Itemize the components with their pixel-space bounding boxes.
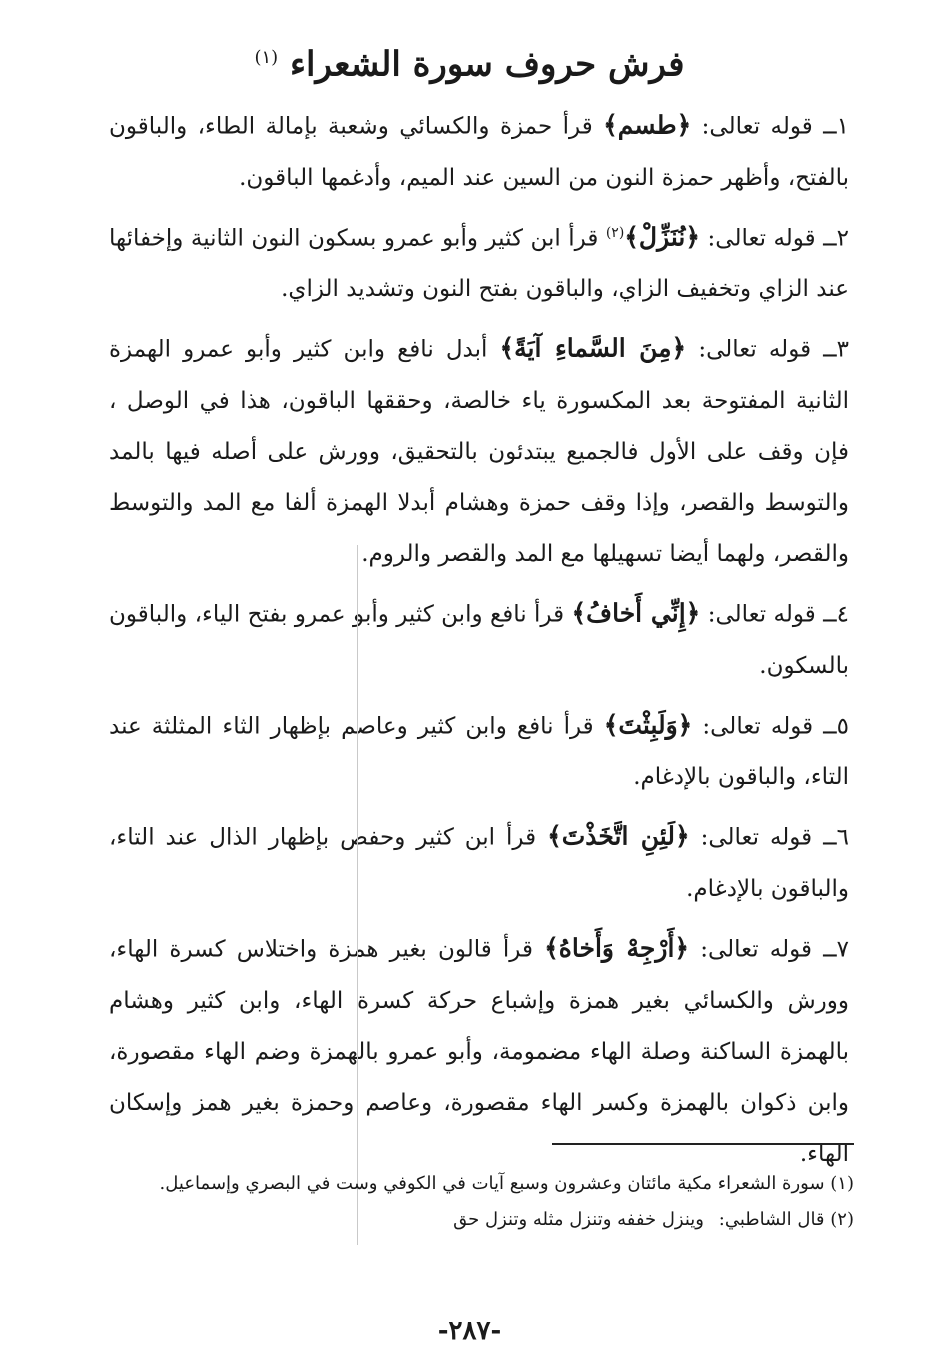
paragraph-lead: ٤ــ قوله تعالى: xyxy=(700,601,849,628)
paragraph-7 xyxy=(109,919,849,1180)
paragraph-lead: ٦ــ قوله تعالى: xyxy=(689,824,849,851)
paragraph-6 xyxy=(109,807,849,915)
footnote-2-label: (٢) قال الشاطبي: xyxy=(718,1209,854,1230)
paragraph-rest: قرأ حمزة والكسائي وشعبة بإمالة الطاء، والباقون بالفتح، وأظهر حمزة النون من السين عند الميم، وأدغمها الباقون. xyxy=(109,113,849,191)
footnote-1: (١) سورة الشعراء مكية مائتان وعشرون وسبع آيات في الكوفي وست في البصري وإسماعيل. xyxy=(159,1173,854,1194)
quran-word: ﴿طسم﴾ xyxy=(603,110,692,140)
paragraph-1 xyxy=(109,96,849,204)
page-title xyxy=(0,30,939,92)
paragraph-rest: قرأ ابن كثير وحفص بإظهار الذال عند التاء، والباقون بالإدغام. xyxy=(109,824,849,902)
quran-word: ﴿وَلَبِثْتَ﴾ xyxy=(603,710,693,740)
paragraph-lead: ١ــ قوله تعالى: xyxy=(691,113,849,140)
title-footnote-ref: (١) xyxy=(254,47,279,68)
quran-word: ﴿نُنَزِّلْ﴾ xyxy=(624,222,701,252)
quran-word: ﴿مِنَ السَّماءِ آيَةً﴾ xyxy=(499,333,687,363)
footnotes xyxy=(104,1166,854,1238)
page-number: -٢٨٧- xyxy=(437,1316,502,1346)
paragraph-lead: ٣ــ قوله تعالى: xyxy=(686,336,850,363)
main-text xyxy=(109,96,849,1184)
paragraph-4 xyxy=(109,584,849,692)
paragraph-rest: قرأ نافع وابن كثير وأبو عمرو بفتح الياء، والباقون بالسكون. xyxy=(109,601,849,679)
paragraph-rest: قرأ ابن كثير وأبو عمرو بسكون النون الثانية وإخفائها عند الزاي وتخفيف الزاي، والباقون بفتح النون وتشديد الزاي. xyxy=(109,225,849,303)
footnote-2-verse: وينزل خففه وتنزل مثله وتنزل حق xyxy=(453,1209,704,1230)
paragraph-lead: ٥ــ قوله تعالى: xyxy=(692,713,849,740)
paragraph-rest: قرأ نافع وابن كثير وعاصم بإظهار الثاء المثلثة عند التاء، والباقون بالإدغام. xyxy=(109,713,849,791)
quran-word: ﴿لَئِنِ اتَّخَذْتَ﴾ xyxy=(547,821,690,851)
quran-word: ﴿إِنِّي أَخافُ﴾ xyxy=(571,598,701,628)
paragraph-2 xyxy=(109,208,849,316)
footnote-ref: (٢) xyxy=(605,224,625,241)
paragraph-5 xyxy=(109,696,849,804)
quran-word: ﴿أَرْجِهْ وَأَخاهُ﴾ xyxy=(544,933,690,963)
paragraph-rest: أبدل نافع وابن كثير وأبو عمرو الهمزة الثانية المفتوحة بعد المكسورة ياء خالصة، وحققها الباقون، هذا في الوصل ، فإن وقف على الأول فالجميع يبتدئون بالتحقيق، وورش على أصله فيها بالمد والتوسط والقصر، وإذا وقف حمزة وهشام أبدلا الهمزة ألفا مع المد والتوسط والقصر، ولهما أيضا تسهيلها مع المد والقصر والروم. xyxy=(109,336,849,567)
page-fold-line xyxy=(357,545,358,1245)
paragraph-lead: ٢ــ قوله تعالى: xyxy=(700,225,850,252)
paragraph-lead: ٧ــ قوله تعالى: xyxy=(689,936,849,963)
paragraph-rest: قرأ قالون بغير همزة واختلاس كسرة الهاء، وورش والكسائي بغير همزة وإشباع حركة كسرة الهاء، وابن كثير وهشام بالهمزة الساكنة وصلة الهاء مضمومة، وأبو عمرو بالهمزة وضم الهاء مقصورة، وابن ذكوان بالهمزة وكسر الهاء مقصورة، وعاصم وحمزة بغير همز وإسكان الهاء. xyxy=(109,936,849,1167)
footnote-separator xyxy=(552,1143,854,1145)
footnote-2 xyxy=(104,1202,854,1238)
paragraph-3 xyxy=(109,319,849,580)
title-text: فرش حروف سورة الشعراء xyxy=(290,44,685,85)
